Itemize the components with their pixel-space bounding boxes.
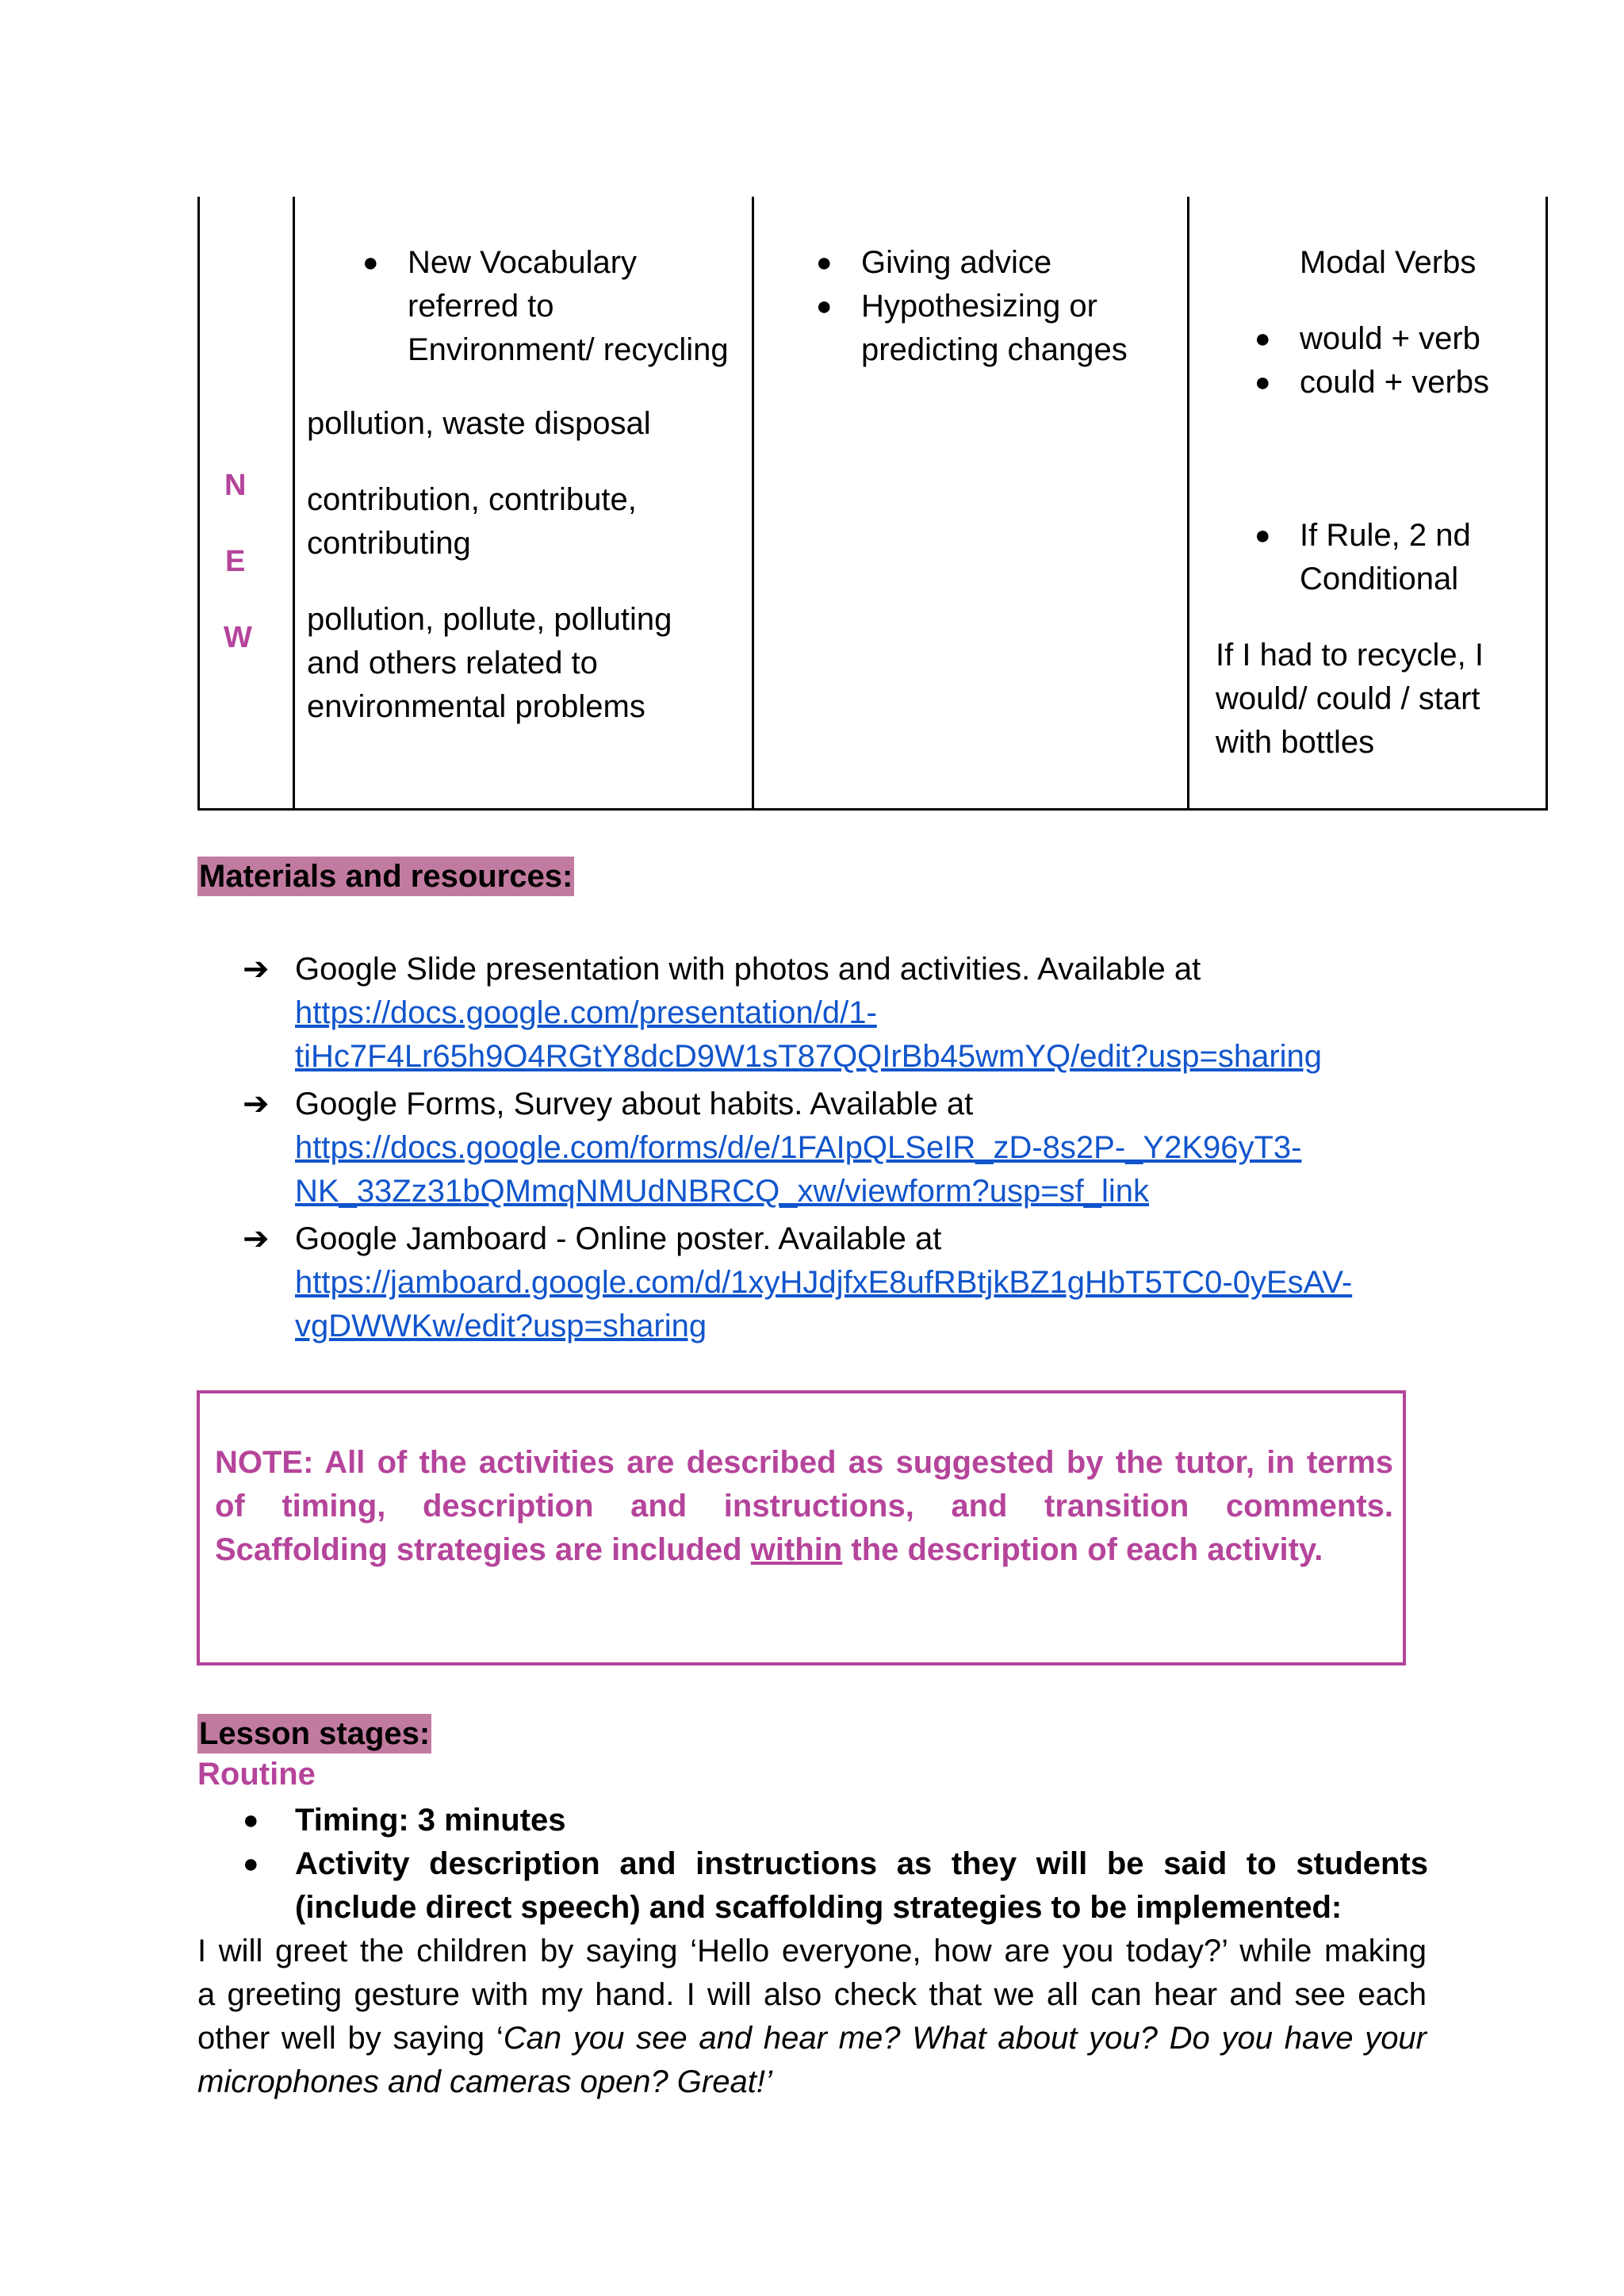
resource-link[interactable]: https://docs.google.com/presentation/d/1- — [295, 995, 877, 1030]
resource-link[interactable]: https://jamboard.google.com/d/1xyHJdjfxE8ufRBtjkBZ1gHbT5TC0-0yEsAV- — [295, 1265, 1353, 1300]
resource-link[interactable]: vgDWWKw/edit?usp=sharing — [295, 1309, 707, 1343]
bullet-dot-icon: ● — [816, 247, 833, 278]
activity-label-line: Activity description and instructions as they will be said to students — [295, 1846, 1428, 1881]
grammar-example-line: If I had to recycle, I — [1216, 638, 1484, 673]
vocab-bullet-line: Environment/ recycling — [408, 332, 729, 367]
table-border-bottom — [197, 808, 1548, 811]
grammar-item — [1254, 514, 1540, 601]
function-item — [816, 285, 1181, 372]
note-box — [197, 1390, 1406, 1665]
side-letter-e: E — [225, 545, 246, 578]
vocab-bullet-line: referred to — [408, 289, 554, 324]
paragraph-line: I will greet the children by saying ‘Hello everyone, how are you today?’ while making — [197, 1934, 1427, 1968]
table-divider-2 — [752, 197, 754, 811]
resource-text: Google Forms, Survey about habits. Available at — [295, 1087, 974, 1121]
resource-link[interactable]: NK_33Zz31bQMmqNMUdNBRCQ_xw/viewform?usp=sf_link — [295, 1174, 1150, 1209]
bullet-dot-icon: ● — [816, 291, 833, 321]
bullet-dot-icon: ● — [243, 1805, 259, 1835]
table-border-right — [1545, 197, 1548, 811]
arrow-right-icon: ➔ — [243, 1087, 270, 1121]
note-text-segment: Scaffolding strategies are included — [215, 1532, 751, 1567]
grammar-example — [1216, 634, 1484, 765]
vocab-para-line: and others related to — [307, 646, 598, 680]
bullet-dot-icon: ● — [1254, 520, 1271, 550]
note-line: NOTE: All of the activities are described as suggested by the tutor, in terms — [215, 1445, 1393, 1480]
paragraph-italic-segment: microphones and cameras open? Great!’ — [197, 2064, 772, 2099]
grammar-example-line: with bottles — [1216, 725, 1375, 760]
timing-text: Timing: 3 minutes — [295, 1803, 566, 1838]
vocab-para-line: environmental problems — [307, 689, 645, 724]
note-text — [215, 1441, 1393, 1572]
paragraph-line: a greeting gesture with my hand. I will also check that we all can hear and see each — [197, 1977, 1427, 2012]
grammar-rule-line: If Rule, 2 nd — [1300, 518, 1471, 553]
grammar-example-line: would/ could / start — [1216, 681, 1480, 716]
paragraph-italic-segment: Can you see and hear me? What about you? Do you have your — [503, 2021, 1427, 2056]
note-line: of timing, description and instructions, and transition comments. — [215, 1489, 1393, 1524]
vocab-para-line: pollution, pollute, polluting — [307, 602, 672, 637]
vocab-bullet-line: New Vocabulary — [408, 245, 638, 280]
note-line — [215, 1528, 1393, 1572]
vocab-para-line: contribution, contribute, — [307, 482, 637, 517]
grammar-item-text: could + verbs — [1300, 365, 1490, 400]
side-letter-w: W — [224, 621, 252, 654]
bullet-dot-icon: ● — [1254, 324, 1271, 354]
side-letter-n: N — [224, 469, 247, 502]
functions-cell — [816, 241, 1181, 372]
grammar-rule-line: Conditional — [1300, 562, 1459, 596]
vocab-para-3 — [307, 598, 672, 729]
bullet-dot-icon: ● — [1254, 367, 1271, 397]
resource-link[interactable]: https://docs.google.com/forms/d/e/1FAIpQLSeIR_zD-8s2P-_Y2K96yT3- — [295, 1130, 1302, 1165]
resource-text: Google Slide presentation with photos and activities. Available at — [295, 952, 1201, 987]
table-border-left — [197, 197, 200, 811]
function-item-text: Hypothesizing or — [861, 289, 1097, 324]
stage-title: Routine — [197, 1757, 316, 1792]
vocab-bullet — [307, 241, 751, 372]
grammar-item — [1254, 317, 1540, 361]
lesson-stages-heading: Lesson stages: — [197, 1714, 431, 1754]
resource-text: Google Jamboard - Online poster. Available at — [295, 1221, 942, 1256]
note-text-segment: the description of each activity. — [842, 1532, 1323, 1567]
grammar-item — [1254, 361, 1540, 404]
bullet-dot-icon: ● — [362, 247, 379, 278]
vocab-para-1: pollution, waste disposal — [307, 406, 651, 441]
function-item-text: Giving advice — [861, 245, 1052, 280]
paragraph-line — [197, 2017, 1427, 2060]
vocab-para-2 — [307, 478, 637, 565]
arrow-right-icon: ➔ — [243, 952, 270, 987]
grammar-list — [1254, 317, 1540, 404]
note-underlined-word: within — [750, 1532, 843, 1567]
activity-label-line: (include direct speech) and scaffolding strategies to be implemented: — [295, 1890, 1342, 1925]
grammar-title: Modal Verbs — [1300, 245, 1477, 280]
resource-link[interactable]: tiHc7F4Lr65h9O4RGtY8dcD9W1sT87QQIrBb45wmYQ/edit?usp=sharing — [295, 1039, 1323, 1074]
grammar-item-text: would + verb — [1300, 321, 1480, 356]
vocab-cell — [307, 241, 751, 372]
table-divider-3 — [1187, 197, 1189, 811]
materials-heading: Materials and resources: — [197, 857, 574, 896]
lesson-content-table — [197, 197, 1548, 811]
routine-paragraph — [197, 1930, 1427, 2104]
function-item-text: predicting changes — [861, 332, 1128, 367]
function-item — [816, 241, 1181, 285]
grammar-rule — [1254, 514, 1540, 601]
vocab-para-line: contributing — [307, 526, 471, 561]
arrow-right-icon: ➔ — [243, 1221, 270, 1256]
paragraph-segment: other well by saying ‘ — [197, 2021, 504, 2056]
bullet-dot-icon: ● — [243, 1849, 259, 1879]
paragraph-line — [197, 2060, 1427, 2104]
table-divider-1 — [293, 197, 295, 811]
